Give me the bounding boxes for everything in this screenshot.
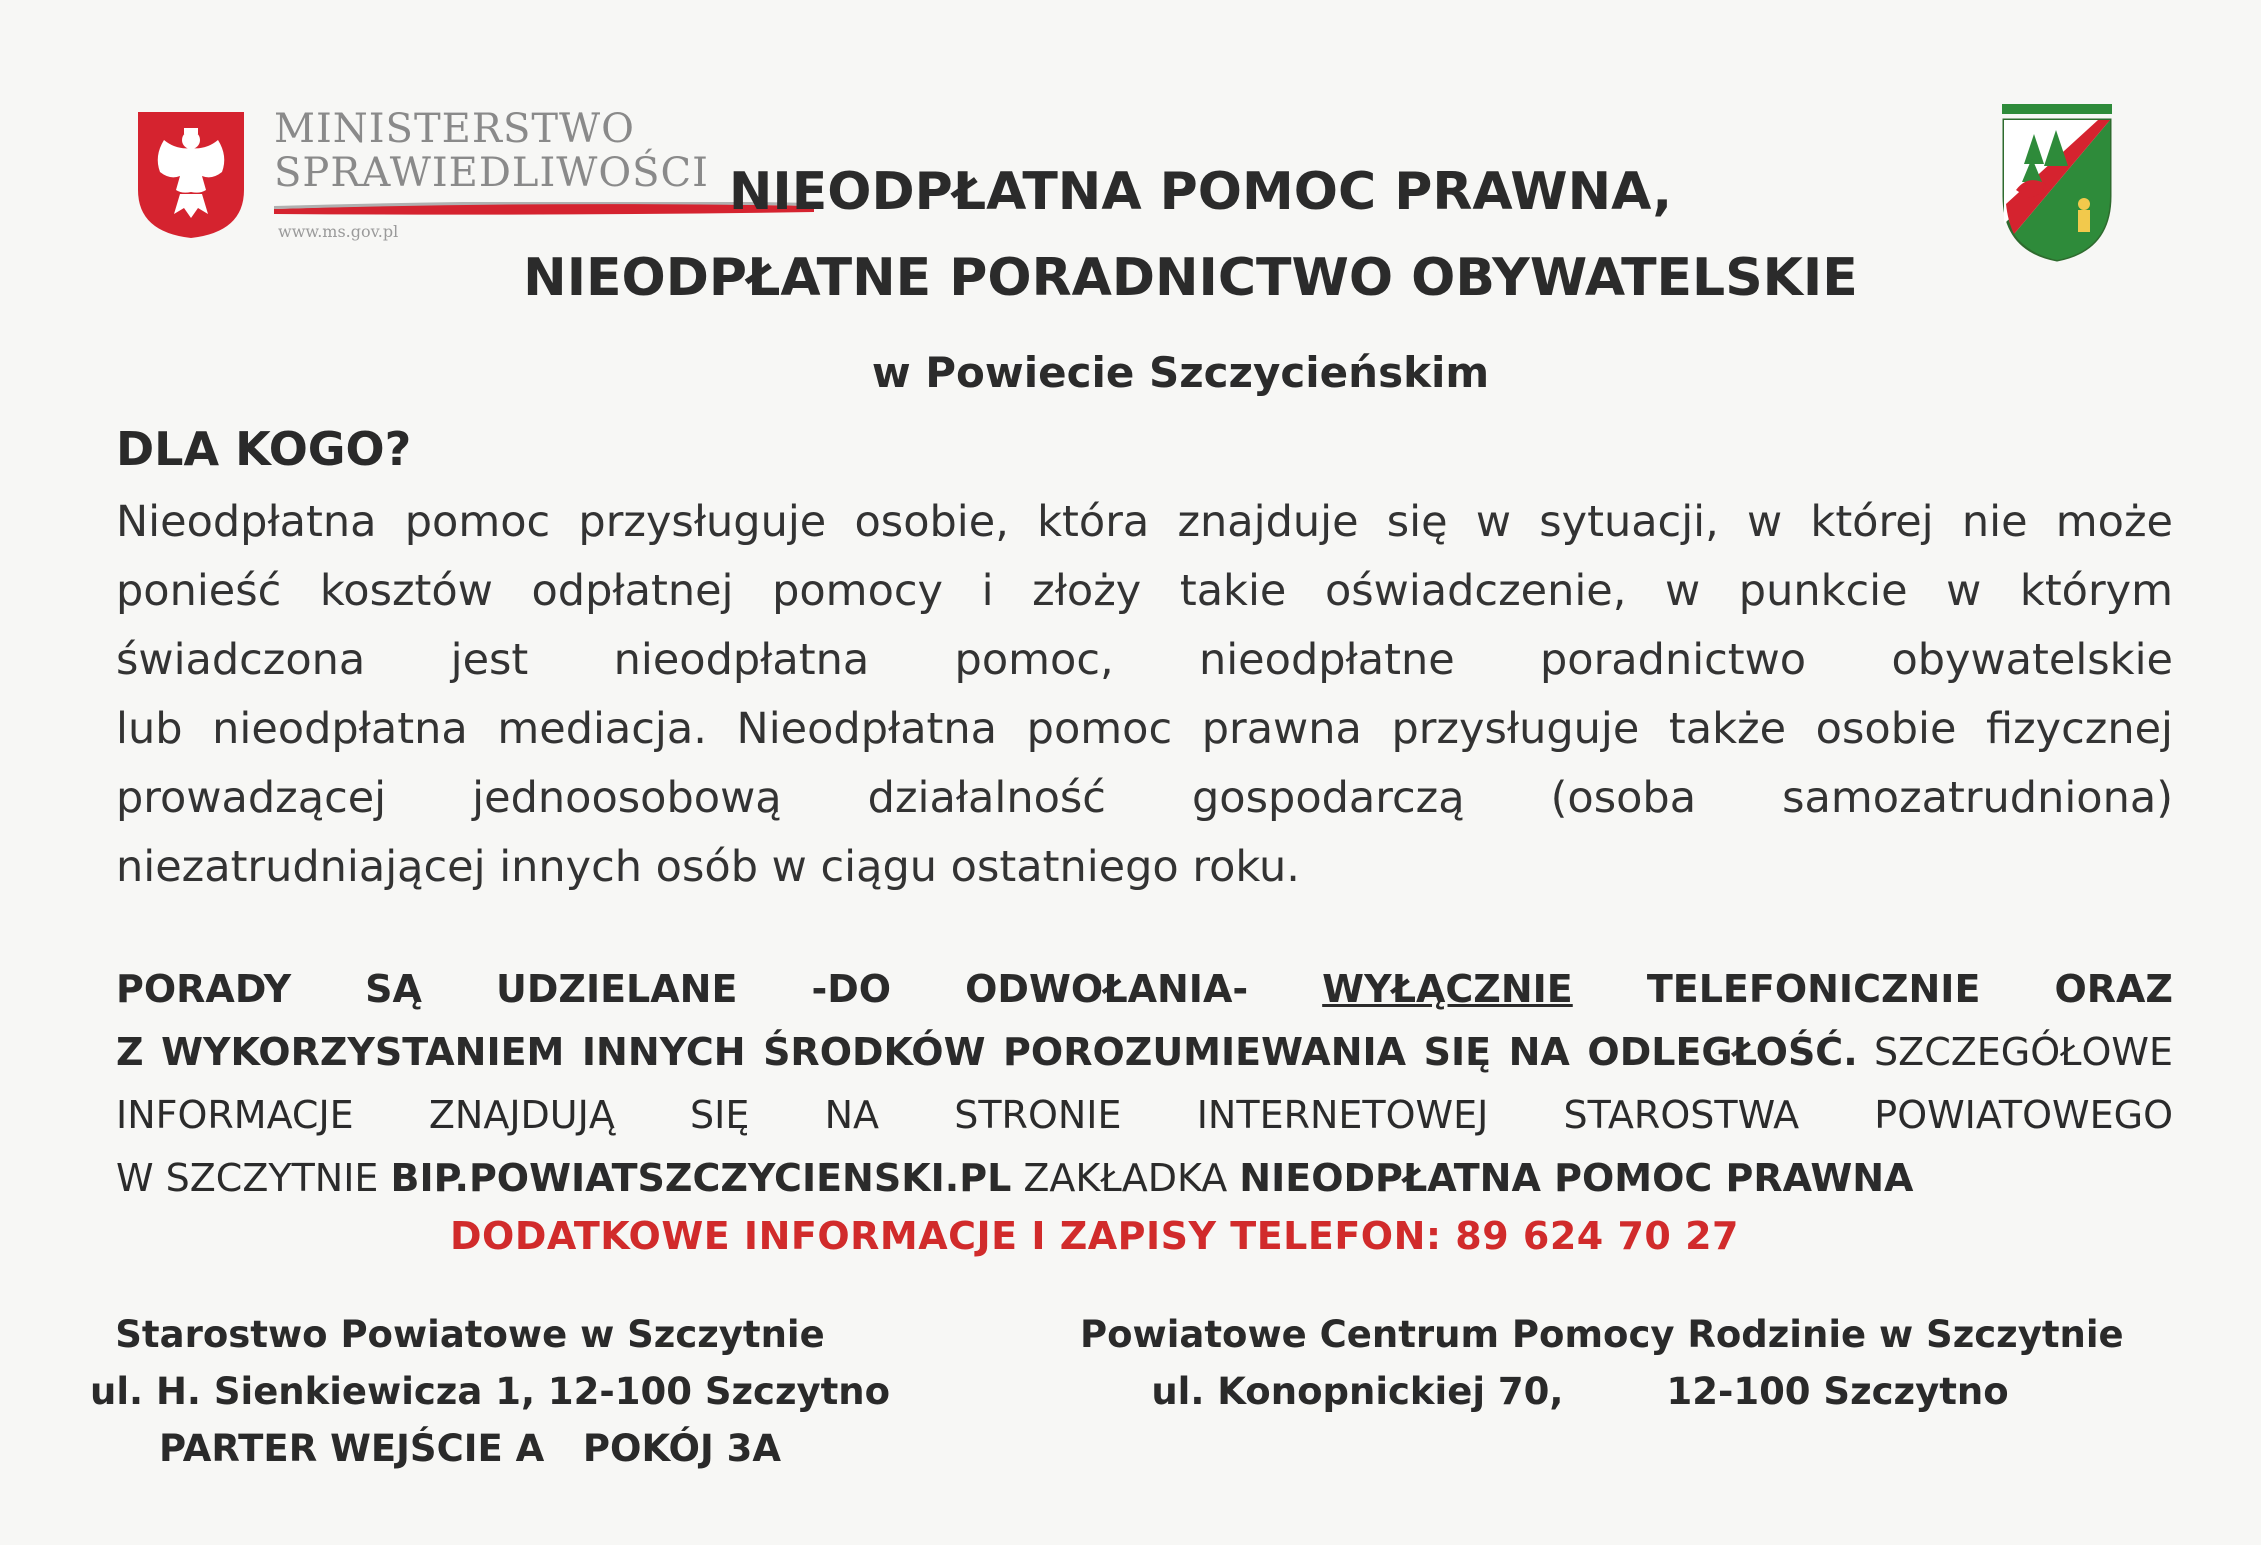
notice-emphasis: WYŁĄCZNIE — [1322, 967, 1573, 1011]
paragraph-line: ponieść kosztów odpłatnej pomocy i złoży takie oświadczenie, w punkcie w którym — [116, 566, 2173, 616]
eligibility-paragraph — [116, 488, 2173, 902]
phone-info: DODATKOWE INFORMACJE I ZAPISY TELEFON: 89 624 70 27 — [450, 1214, 1739, 1258]
paragraph-line: Nieodpłatna pomoc przysługuje osobie, która znajduje się w sytuacji, w której nie może — [116, 497, 2173, 547]
notice-line-3: INFORMACJE ZNAJDUJĄ SIĘ NA STRONIE INTERNETOWEJ STAROSTWA POWIATOWEGO — [116, 1093, 2173, 1137]
paragraph-line: lub nieodpłatna mediacja. Nieodpłatna pomoc prawna przysługuje także osobie fizycznej — [116, 704, 2173, 754]
notice-line-4 — [116, 1147, 2173, 1210]
address-name: Starostwo Powiatowe w Szczytnie — [115, 1313, 825, 1356]
notice-line-2 — [116, 1021, 2173, 1084]
notice-text: PORADY SĄ UDZIELANE -DO ODWOŁANIA- — [116, 967, 1249, 1011]
address-street: ul. H. Sienkiewicza 1, 12-100 Szczytno — [90, 1370, 891, 1413]
ministry-url: www.ms.gov.pl — [278, 222, 399, 241]
address-starostwo — [90, 1306, 891, 1477]
section-heading: DLA KOGO? — [116, 422, 412, 476]
address-pcpr — [1080, 1306, 2124, 1420]
ministry-name-line1: MINISTERSTWO — [274, 106, 635, 152]
address-name: Powiatowe Centrum Pomocy Rodzinie w Szczytnie — [1080, 1313, 2124, 1356]
notice-line-1 — [116, 958, 2173, 1021]
website-tab-name: NIEODPŁATNA POMOC PRAWNA — [1239, 1156, 1914, 1200]
paragraph-line: niezatrudniającej innych osób w ciągu ostatniego roku. — [116, 842, 1300, 892]
main-title-line2: NIEODPŁATNE PORADNICTWO OBYWATELSKIE — [523, 248, 1858, 308]
notice-text: Z WYKORZYSTANIEM INNYCH ŚRODKÓW POROZUMIEWANIA SIĘ NA ODLEGŁOŚĆ. — [116, 1030, 1858, 1074]
address-room: PARTER WEJŚCIE A POKÓJ 3A — [159, 1427, 781, 1470]
notice-text: TELEFONICZNIE ORAZ — [1646, 967, 2173, 1011]
notice-text: W SZCZYTNIE — [116, 1156, 379, 1200]
notice-text: ZAKŁADKA — [1023, 1156, 1228, 1200]
paragraph-line: prowadzącej jednoosobową działalność gospodarczą (osoba samozatrudniona) — [116, 773, 2173, 823]
address-street: ul. Konopnickiej 70, 12-100 Szczytno — [1151, 1370, 2009, 1413]
website-address: BIP.POWIATSZCZYCIENSKI.PL — [390, 1156, 1012, 1200]
paragraph-line: świadczona jest nieodpłatna pomoc, nieodpłatne poradnictwo obywatelskie — [116, 635, 2173, 685]
ministry-name-line2: SPRAWIEDLIWOŚCI — [274, 150, 709, 196]
subtitle: w Powiecie Szczycieńskim — [871, 348, 1490, 397]
main-title-line1: NIEODPŁATNA POMOC PRAWNA, — [728, 162, 1673, 222]
notice-paragraph — [116, 958, 2173, 1210]
notice-text: SZCZEGÓŁOWE — [1874, 1030, 2173, 1074]
